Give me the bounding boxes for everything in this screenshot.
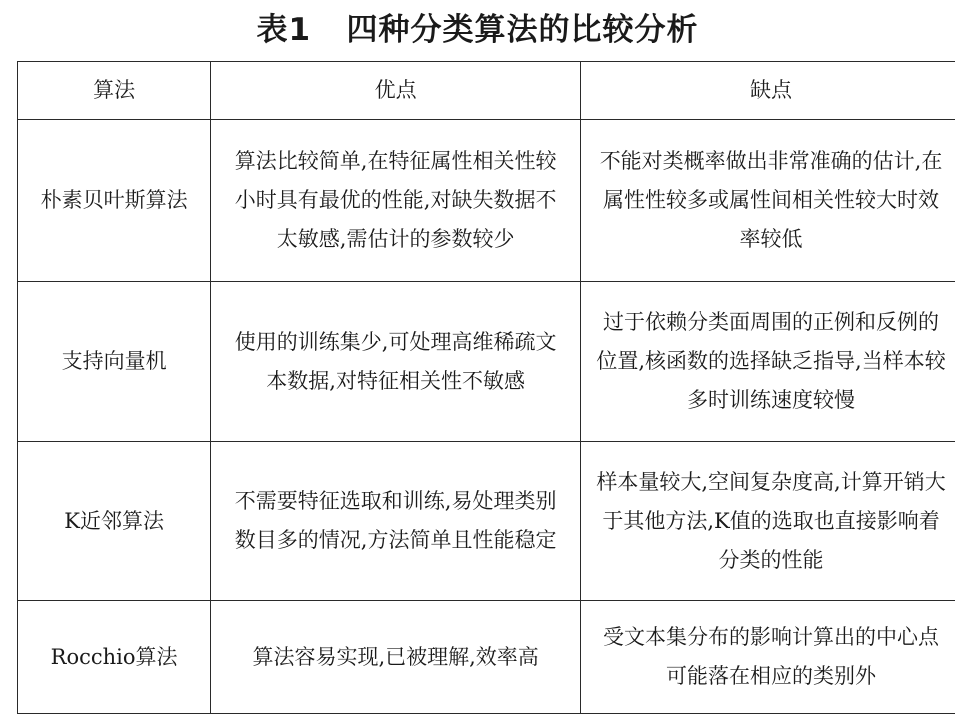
pros-cell: 算法容易实现,已被理解,效率高 xyxy=(211,601,581,714)
cons-cell: 不能对类概率做出非常准确的估计,在属性性较多或属性间相关性较大时效率较低 xyxy=(581,120,955,282)
algorithm-name: 支持向量机 xyxy=(18,282,211,442)
cons-cell: 样本量较大,空间复杂度高,计算开销大于其他方法,K值的选取也直接影响着分类的性能 xyxy=(581,442,955,601)
table-row xyxy=(18,282,955,442)
pros-cell: 使用的训练集少,可处理高维稀疏文本数据,对特征相关性不敏感 xyxy=(211,282,581,442)
header-algorithm: 算法 xyxy=(18,62,211,120)
table-row xyxy=(18,120,955,282)
header-row xyxy=(18,62,955,120)
algorithm-name: 朴素贝叶斯算法 xyxy=(18,120,211,282)
algorithm-name: K近邻算法 xyxy=(18,442,211,601)
comparison-table xyxy=(17,61,955,714)
table-row xyxy=(18,442,955,601)
pros-cell: 不需要特征选取和训练,易处理类别数目多的情况,方法简单且性能稳定 xyxy=(211,442,581,601)
cons-cell: 受文本集分布的影响计算出的中心点可能落在相应的类别外 xyxy=(581,601,955,714)
pros-cell: 算法比较简单,在特征属性相关性较小时具有最优的性能,对缺失数据不太敏感,需估计的参数较少 xyxy=(211,120,581,282)
table-caption: 表1 四种分类算法的比较分析 xyxy=(0,8,955,52)
algorithm-name: Rocchio算法 xyxy=(18,601,211,714)
header-cons: 缺点 xyxy=(581,62,955,120)
header-pros: 优点 xyxy=(211,62,581,120)
cons-cell: 过于依赖分类面周围的正例和反例的位置,核函数的选择缺乏指导,当样本较多时训练速度较慢 xyxy=(581,282,955,442)
table-row xyxy=(18,601,955,714)
